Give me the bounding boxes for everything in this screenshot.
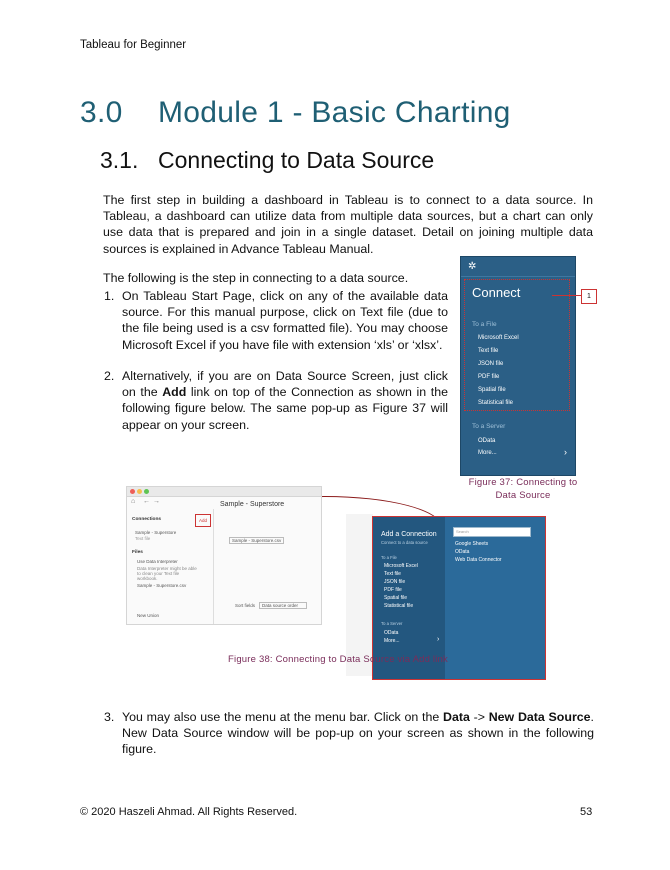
section-heading <box>100 147 434 174</box>
step-2-text-pre: Alternatively, if you are on Data Source Screen, just click on the <box>122 369 448 400</box>
back-icon[interactable]: ← <box>143 498 150 505</box>
chevron-right-icon: › <box>564 447 567 457</box>
step-3 <box>104 709 594 758</box>
step-2 <box>104 368 448 433</box>
file-item-statistical-file[interactable]: Statistical file <box>478 400 514 406</box>
page-number: 53 <box>580 806 593 818</box>
highlight-box <box>464 279 570 411</box>
forward-icon[interactable]: → <box>153 498 160 505</box>
step-1-number: 1. <box>104 289 115 303</box>
popup-server-odata[interactable]: OData <box>384 630 399 636</box>
intro-paragraph: The first step in building a dashboard in Tableau is to connect to a data source. In Tableau, a dashboard can utilize data from multiple data sources, but a chart can only use data that is prepared and join in a single dataset. Detail on joining multiple data sources is explained in Advance Tableau Manual. <box>103 193 593 256</box>
popup-subtitle: Connect to a data source <box>381 540 428 545</box>
file-item-pdf-file[interactable]: PDF file <box>478 374 500 380</box>
popup-right-google-sheets[interactable]: Google Sheets <box>455 541 489 547</box>
step-3-text-post: . New Data Source window will be pop-up on your screen as shown in the following figure. <box>122 710 594 757</box>
step-3-data-bold: Data <box>443 710 470 724</box>
server-item-more[interactable]: More... <box>478 450 497 456</box>
connections-label: Connections <box>132 517 162 522</box>
popup-file-statistical[interactable]: Statistical file <box>384 603 414 609</box>
datasource-title: Sample - Superstore <box>220 501 285 508</box>
step-1-text: On Tableau Start Page, click on any of the available data source. For this manual purpose, click on Text file (due to the file being used is a csv formatted file). You may choose Microsoft Excel if you have file with extension ‘xls’ or ‘xlsx’. <box>122 289 448 352</box>
step-3-number: 3. <box>104 710 115 724</box>
step-2-number: 2. <box>104 369 115 383</box>
step-3-new-data-source-bold: New Data Source <box>488 710 591 724</box>
callout-line <box>552 295 581 296</box>
to-a-file-label: To a File <box>472 321 497 328</box>
figure-37-caption-line2: Data Source <box>495 489 551 501</box>
module-title: Module 1 - Basic Charting <box>158 96 511 129</box>
popup-right-odata[interactable]: OData <box>455 549 470 555</box>
step-1 <box>104 288 448 353</box>
popup-file-pdf[interactable]: PDF file <box>384 587 402 593</box>
tableau-logo-icon: ✲ <box>468 261 477 272</box>
figure-37-caption-line1: Figure 37: Connecting to <box>468 477 578 488</box>
window-titlebar <box>127 487 321 497</box>
figure-38-datasource-window <box>126 486 322 625</box>
step-2-text-post: link on top of the Connection as shown in the following figure below. The same pop-up as Figure 37 will appear on your screen. <box>122 385 448 432</box>
callout-badge: 1 <box>581 289 597 304</box>
connection-sub: Text file <box>135 536 151 541</box>
popup-file-excel[interactable]: Microsoft Excel <box>384 563 418 569</box>
to-a-server-label: To a Server <box>472 423 506 430</box>
popup-file-spatial[interactable]: Spatial file <box>384 595 408 601</box>
footer-copyright: © 2020 Haszeli Ahmad. All Rights Reserved. <box>80 806 298 818</box>
minimize-dot-icon[interactable] <box>137 489 142 494</box>
add-link[interactable]: Add <box>199 518 208 523</box>
steps-intro: The following is the step in connecting to a data source. <box>103 271 409 285</box>
file-item-json-file[interactable]: JSON file <box>478 361 504 367</box>
module-number: 3.0 <box>80 96 123 129</box>
connect-title: Connect <box>472 285 521 300</box>
interpreter-note: Data Interpreter might be able to clean your Text file workbook. <box>137 566 197 581</box>
home-icon[interactable]: ⌂ <box>131 498 136 505</box>
running-header: Tableau for Beginner <box>80 39 187 51</box>
popup-title: Add a Connection <box>381 531 437 538</box>
step-2-add-bold: Add <box>162 385 187 400</box>
section-number: 3.1. <box>100 147 139 173</box>
popup-search-placeholder: Search <box>456 529 469 534</box>
step-3-text-pre: You may also use the menu at the menu bar. Click on the <box>122 710 443 724</box>
popup-to-a-file: To a File <box>381 555 397 560</box>
use-interpreter-checkbox[interactable]: Use Data Interpreter <box>137 559 178 564</box>
file-item-spatial-file[interactable]: Spatial file <box>478 387 506 393</box>
file-item-text-file[interactable]: Text file <box>478 348 499 354</box>
files-label: Files <box>132 550 143 555</box>
popup-file-text[interactable]: Text file <box>384 571 401 577</box>
zoom-dot-icon[interactable] <box>144 489 149 494</box>
popup-right-web-data-connector[interactable]: Web Data Connector <box>455 557 502 563</box>
file-item[interactable]: Sample - Superstore.csv <box>137 583 187 588</box>
new-union[interactable]: New Union <box>137 613 160 618</box>
add-link-highlight <box>195 514 211 527</box>
popup-file-json[interactable]: JSON file <box>384 579 406 585</box>
popup-backdrop-strip <box>346 514 373 676</box>
sort-select[interactable]: Data source order <box>259 602 307 609</box>
figure-38-caption: Figure 38: Connecting to Data Source via Add link <box>228 654 448 665</box>
chevron-right-icon: › <box>437 636 440 643</box>
file-item-microsoft-excel[interactable]: Microsoft Excel <box>478 335 519 341</box>
popup-to-a-server: To a Server <box>381 621 403 626</box>
figure-37-caption <box>430 477 616 502</box>
step-3-text-mid: -> <box>469 710 489 724</box>
panel-divider <box>461 276 575 277</box>
connection-item[interactable]: Sample - Superstore <box>135 530 177 535</box>
close-dot-icon[interactable] <box>130 489 135 494</box>
table-chip[interactable]: Sample - Superstore.csv <box>229 537 284 544</box>
sort-fields-label: Sort fields <box>235 603 256 608</box>
module-heading <box>80 96 511 130</box>
popup-search-input[interactable] <box>453 527 531 537</box>
server-item-odata[interactable]: OData <box>478 438 496 444</box>
section-title: Connecting to Data Source <box>158 147 435 173</box>
popup-server-more[interactable]: More... <box>384 638 400 644</box>
